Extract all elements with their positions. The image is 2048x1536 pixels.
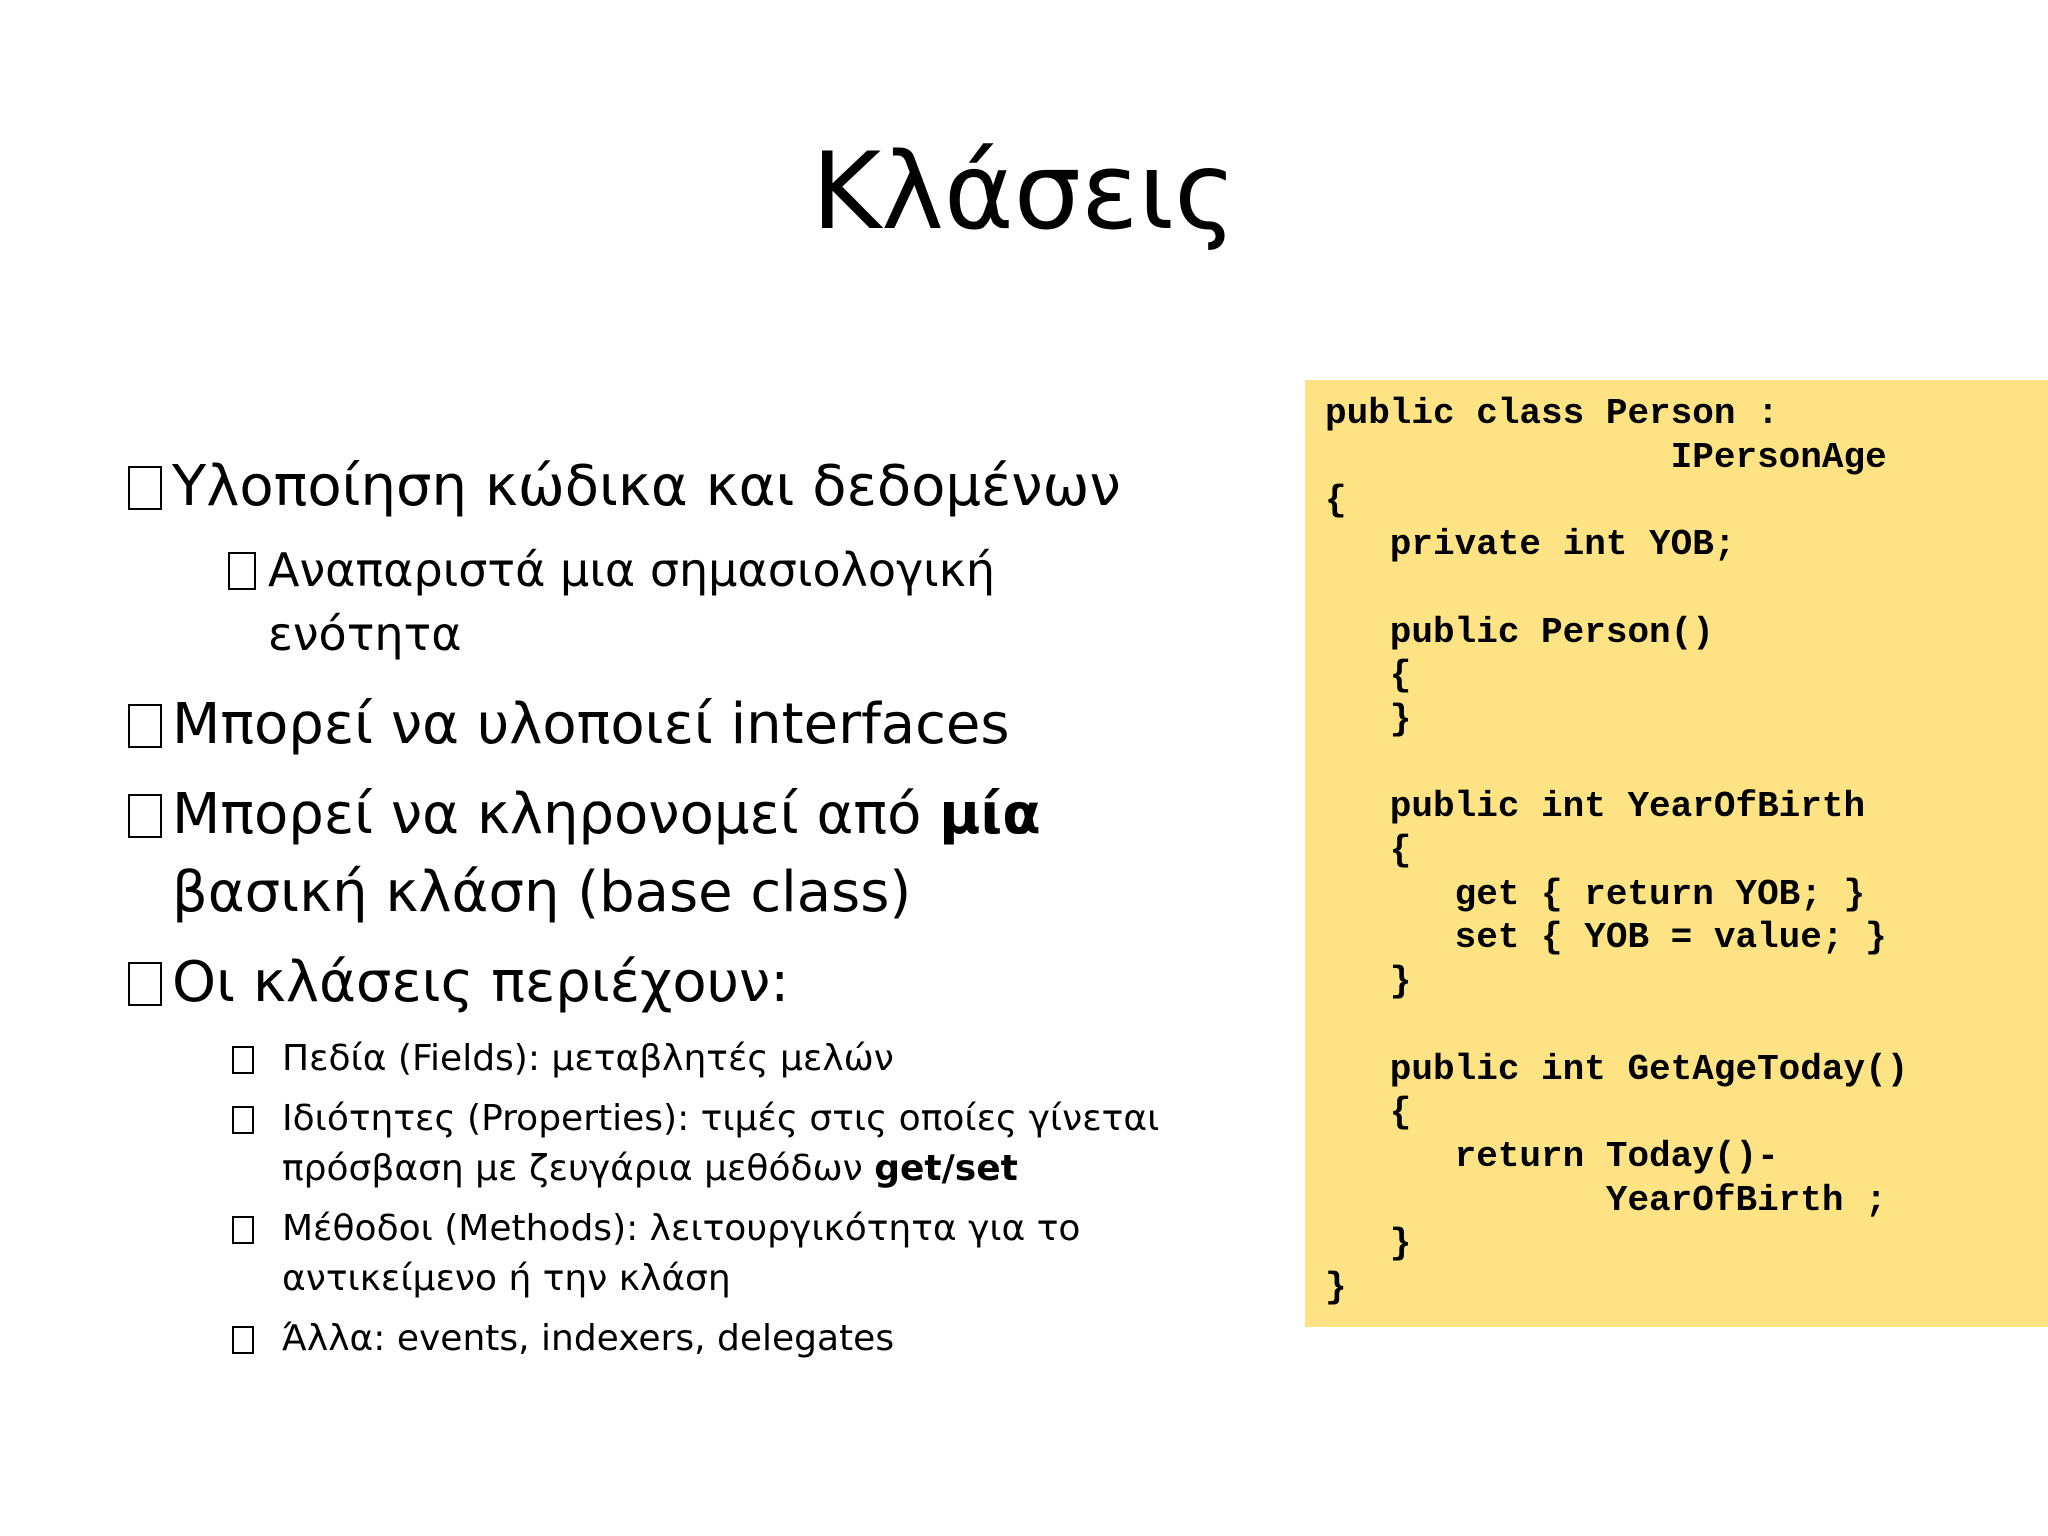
subbullet-fields bbox=[232, 1034, 1228, 1084]
bullet-text-bold: μία bbox=[939, 782, 1041, 847]
bullet-text bbox=[282, 1094, 1202, 1194]
bullet-box-icon bbox=[232, 1216, 254, 1244]
slide-title: Κλάσεις bbox=[811, 130, 1237, 253]
bullet-text-part: Ιδιότητες (Properties): τιμές στις οποίες γίνεται πρόσβαση με ζευγάρια μεθόδων bbox=[282, 1098, 1160, 1189]
bullet-box-icon bbox=[232, 1046, 254, 1074]
bullet-text: Άλλα: events, indexers, delegates bbox=[282, 1318, 895, 1359]
code-listing: public class Person : IPersonAge { private int YOB; public Person() { } public int YearOfBirth { get { return YOB; } set { YOB = value; } } public int GetAgeToday() { return Today()- YearOfBirth ; } } bbox=[1325, 393, 1909, 1309]
subbullet-properties bbox=[232, 1094, 1228, 1194]
bullet-text bbox=[172, 776, 1172, 932]
bullet-text-bold: get/set bbox=[874, 1148, 1018, 1189]
bullet-list bbox=[128, 448, 1228, 1374]
bullet-text: Οι κλάσεις περιέχουν: bbox=[172, 950, 790, 1015]
bullet-box-icon bbox=[128, 704, 162, 748]
bullet-text-part: Μπορεί να κληρονομεί από bbox=[172, 782, 940, 847]
bullet-class-contents bbox=[128, 944, 1228, 1022]
bullet-box-icon bbox=[128, 466, 162, 510]
subbullet-other bbox=[232, 1314, 1228, 1364]
bullet-text: Μπορεί να υλοποιεί interfaces bbox=[172, 692, 1010, 757]
bullet-box-icon bbox=[228, 552, 256, 590]
bullet-text: Υλοποίηση κώδικα και δεδομένων bbox=[172, 454, 1121, 519]
bullet-text: Μέθοδοι (Methods): λειτουργικότητα για το αντικείμενο ή την κλάση bbox=[282, 1208, 1081, 1299]
bullet-text: Αναπαριστά μια σημασιολογική ενότητα bbox=[268, 543, 996, 661]
code-example-panel bbox=[1305, 380, 2048, 1327]
bullet-inheritance bbox=[128, 776, 1228, 932]
subbullet-methods bbox=[232, 1204, 1228, 1304]
bullet-interfaces bbox=[128, 686, 1228, 764]
bullet-box-icon bbox=[128, 794, 162, 838]
subbullet-semantic-unit bbox=[228, 538, 1228, 666]
bullet-box-icon bbox=[128, 962, 162, 1006]
bullet-text-part: βασική κλάση (base class) bbox=[172, 860, 912, 925]
bullet-box-icon bbox=[232, 1106, 254, 1134]
bullet-text: Πεδία (Fields): μεταβλητές μελών bbox=[282, 1038, 894, 1079]
bullet-box-icon bbox=[232, 1326, 254, 1354]
bullet-implementation bbox=[128, 448, 1228, 526]
